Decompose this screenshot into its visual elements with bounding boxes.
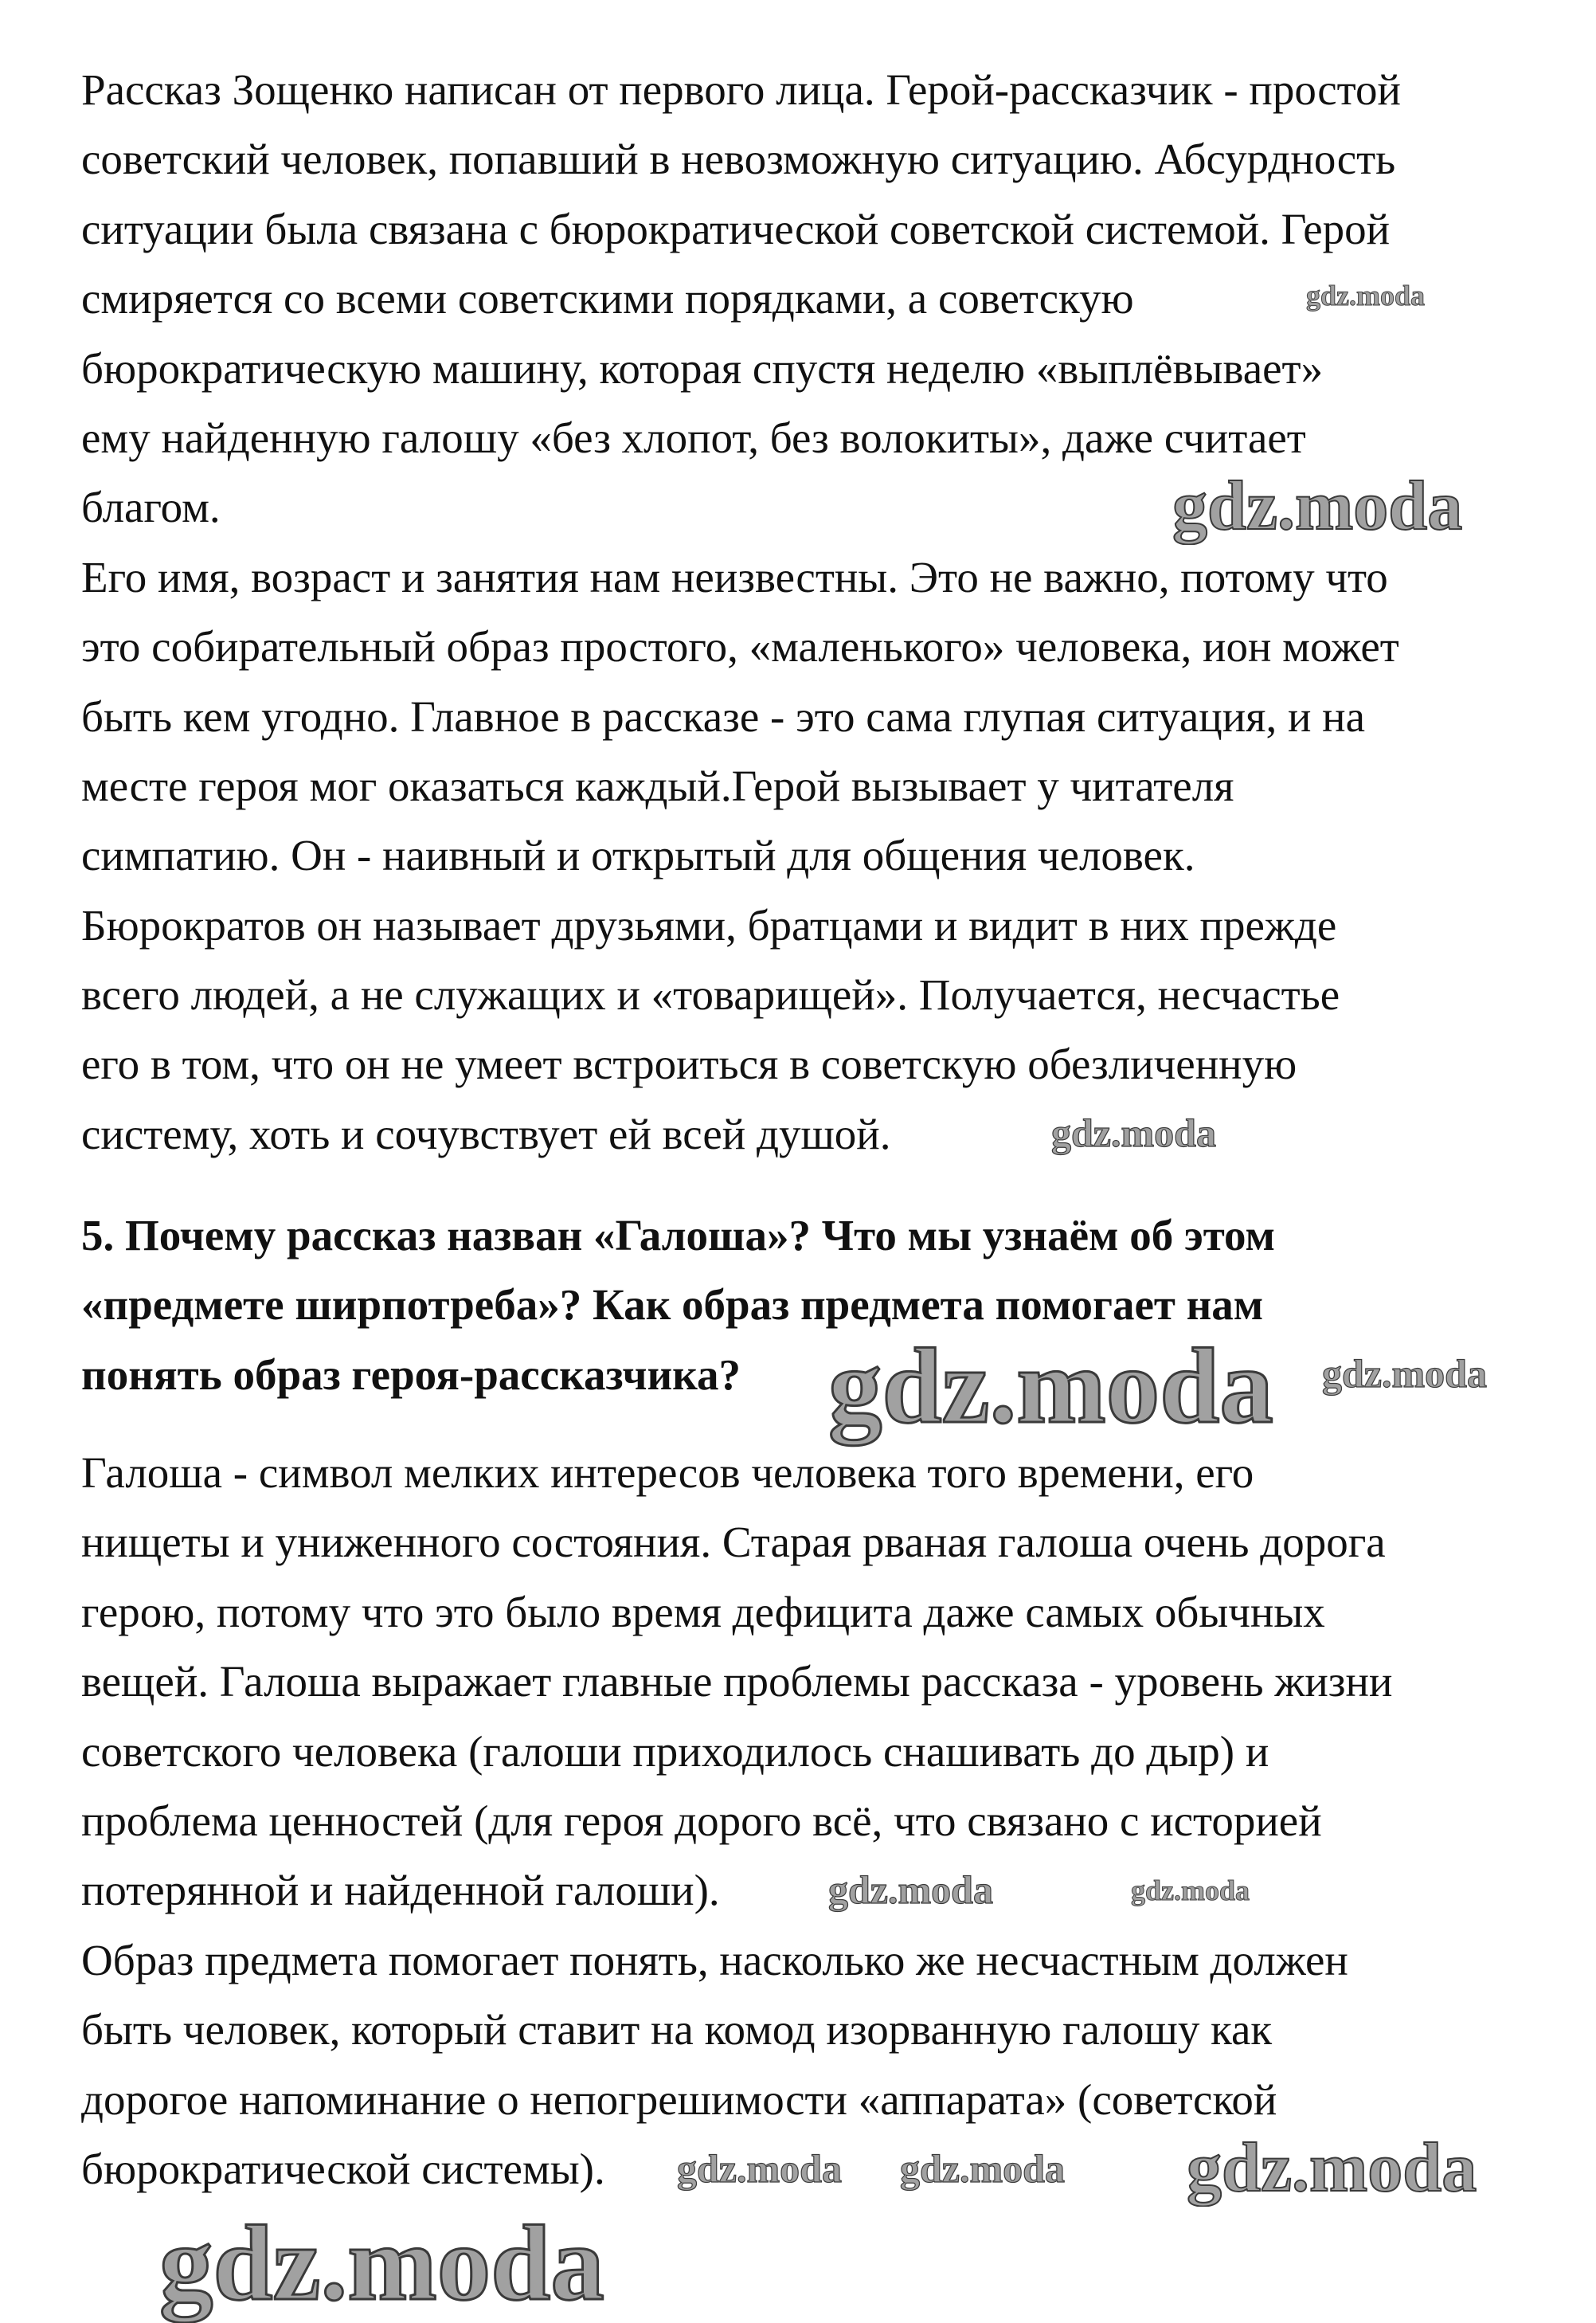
answer-paragraph <box>81 1438 1392 2204</box>
watermark: gdz.moda <box>1306 280 1426 311</box>
text-line: месте героя мог оказаться каждый.Герой вызывает у читателя <box>81 761 1234 810</box>
text-line: Бюрократов он называет друзьями, братцами и видит в них прежде <box>81 900 1337 950</box>
text-line: Рассказ Зощенко написан от первого лица. Герой-рассказчик - простой <box>81 65 1401 114</box>
text-line: Его имя, возраст и занятия нам неизвестны. Это не важно, потому что <box>81 552 1388 601</box>
text-line: герою, потому что это было время дефицита даже самых обычных <box>81 1587 1325 1636</box>
text-line: систему, хоть и сочувствует ей всей душой. <box>81 1109 891 1158</box>
paragraph-character <box>81 55 1401 1169</box>
text-line: симпатию. Он - наивный и открытый для общения человек. <box>81 831 1195 880</box>
heading-line: понять образ героя-рассказчика? <box>81 1350 741 1399</box>
text-line: ситуации была связана с бюрократической советской системой. Герой <box>81 204 1391 253</box>
watermark: gdz.moda <box>1322 1351 1487 1396</box>
text-line: дорогое напоминание о непогрешимости «аппарата» (советской <box>81 2074 1277 2124</box>
watermark: gdz.moda <box>828 1867 993 1912</box>
text-line: быть человек, который ставит на комод изорванную галошу как <box>81 2005 1273 2055</box>
text-line: советский человек, попавший в невозможную ситуацию. Абсурдность <box>81 135 1396 184</box>
watermark: gdz.moda <box>677 2146 842 2191</box>
watermark: gdz.moda <box>828 1327 1273 1446</box>
watermark: gdz.moda <box>1172 468 1463 545</box>
text-line: бюрократическую машину, которая спустя неделю «выплёвывает» <box>81 343 1324 393</box>
watermark: gdz.moda <box>1187 2129 1477 2207</box>
text-line: нищеты и униженного состояния. Старая рваная галоша очень дорога <box>81 1518 1386 1567</box>
text-line: это собирательный образ простого, «маленького» человека, ион может <box>81 622 1399 672</box>
text-line: потерянной и найденной галоши). <box>81 1866 720 1915</box>
watermark: gdz.moda <box>900 2146 1065 2191</box>
text-line: быть кем угодно. Главное в рассказе - это сама глупая ситуация, и на <box>81 691 1365 741</box>
text-line: смиряется со всеми советскими порядками, а советскую <box>81 274 1134 323</box>
watermark: gdz.moda <box>1051 1111 1216 1155</box>
text-line: ему найденную галошу «без хлопот, без волокиты», даже считает <box>81 413 1306 462</box>
heading-line: «предмете ширпотреба»? Как образ предмета помогает нам <box>81 1280 1264 1330</box>
text-line: проблема ценностей (для героя дорого всё, что связано с историей <box>81 1796 1322 1845</box>
heading-line: 5. Почему рассказ назван «Галоша»? Что мы узнаём об этом <box>81 1211 1275 1259</box>
text-line: его в том, что он не умеет встроиться в советскую обезличенную <box>81 1040 1297 1089</box>
watermark: gdz.moda <box>159 2204 604 2323</box>
text-line: бюрократической системы). <box>81 2144 605 2193</box>
watermark: gdz.moda <box>1131 1874 1250 1906</box>
text-line: советского человека (галоши приходилось снашивать до дыр) и <box>81 1726 1269 1776</box>
text-line: благом. <box>81 483 221 532</box>
text-line: всего людей, а не служащих и «товарищей». Получается, несчастье <box>81 970 1340 1020</box>
text-line: вещей. Галоша выражает главные проблемы рассказа - уровень жизни <box>81 1657 1393 1706</box>
text-line: Галоша - символ мелких интересов человека того времени, его <box>81 1448 1254 1497</box>
text-line: Образ предмета помогает понять, насколько же несчастным должен <box>81 1935 1348 1984</box>
